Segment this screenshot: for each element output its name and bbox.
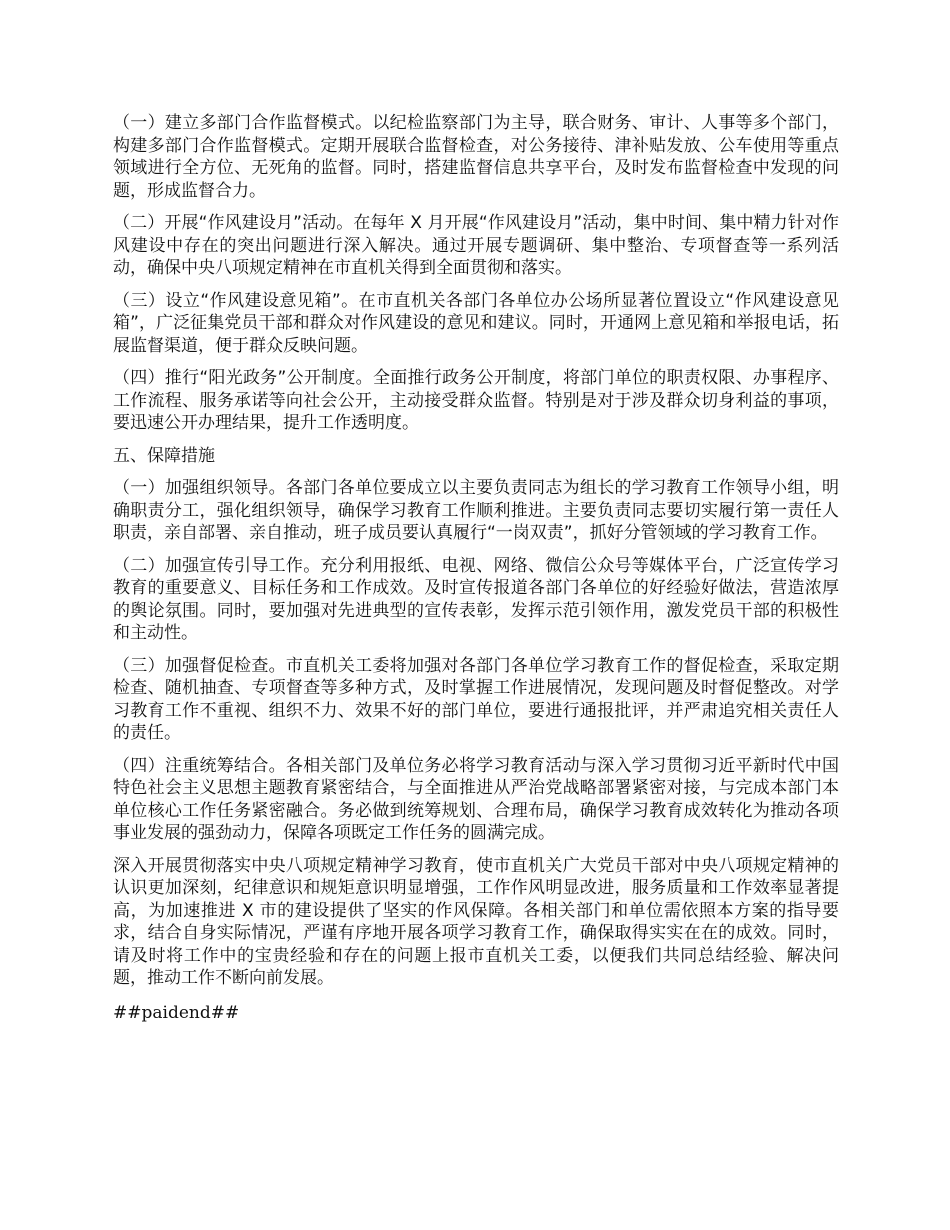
paragraph-suggestion-box: （三）设立“作风建设意见箱”。在市直机关各部门各单位办公场所显著位置设立“作风建设意见箱”，广泛征集党员干部和群众对作风建设的意见和建议。同时，开通网上意见箱和举报电话，拓展监督渠道，便于群众反映问题。 <box>113 290 839 356</box>
end-marker: ##paidend## <box>113 1002 240 1023</box>
paragraph-work-style-month: （二）开展“作风建设月”活动。在每年 X 月开展“作风建设月”活动，集中时间、集中精力针对作风建设中存在的突出问题进行深入解决。通过开展专题调研、集中整治、专项督查等一系列活动，确保中央八项规定精神在市直机关得到全面贯彻和落实。 <box>113 213 839 278</box>
paragraph-multi-department-supervision: （一）建立多部门合作监督模式。以纪检监察部门为主导，联合财务、审计、人事等多个部门，构建多部门合作监督模式。定期开展联合监督检查，对公务接待、津补贴发放、公车使用等重点领域进行全方位、无死角的监督。同时，搭建监督信息共享平台，及时发布监督检查中发现的问题，形成监督合力。 <box>113 113 839 201</box>
paragraph-supervision-inspection: （三）加强督促检查。市直机关工委将加强对各部门各单位学习教育工作的督促检查，采取定期检查、随机抽查、专项督查等多种方式，及时掌握工作进展情况，发现问题及时督促整改。对学习教育工作不重视、组织不力、效果不好的部门单位，要进行通报批评，并严肃追究相关责任人的责任。 <box>113 655 839 743</box>
paragraph-organizational-leadership: （一）加强组织领导。各部门各单位要成立以主要负责同志为组长的学习教育工作领导小组，明确职责分工，强化组织领导，确保学习教育工作顺利推进。主要负责同志要切实履行第一责任人职责，亲自部署、亲自推动，班子成员要认真履行“一岗双责”，抓好分管领域的学习教育工作。 <box>113 478 839 543</box>
paragraph-sunshine-governance: （四）推行“阳光政务”公开制度。全面推行政务公开制度，将部门单位的职责权限、办事程序、工作流程、服务承诺等向社会公开，主动接受群众监督。特别是对于涉及群众切身利益的事项，要迅速公开办理结果，提升工作透明度。 <box>113 368 839 433</box>
document-page <box>113 112 839 1024</box>
paragraph-publicity-guidance: （二）加强宣传引导工作。充分利用报纸、电视、网络、微信公众号等媒体平台，广泛宣传学习教育的重要意义、目标任务和工作成效。及时宣传报道各部门各单位的好经验好做法，营造浓厚的舆论氛围。同时，要加强对先进典型的宣传表彰，发挥示范引领作用，激发党员干部的积极性和主动性。 <box>113 555 839 643</box>
section-heading: 五、保障措施 <box>113 445 215 466</box>
paragraph-conclusion: 深入开展贯彻落实中央八项规定精神学习教育，使市直机关广大党员干部对中央八项规定精神的认识更加深刻，纪律意识和规矩意识明显增强，工作作风明显改进，服务质量和工作效率显著提高，为加速推进 X 市的建设提供了坚实的作风保障。各相关部门和单位需依照本方案的指导要求，结合自身实际情况，严谨有序地开展各项学习教育工作，确保取得实实在在的成效。同时，请及时将工作中的宝贵经验和存在的问题上报市直机关工委，以便我们共同总结经验、解决问题，推动工作不断向前发展。 <box>113 855 839 988</box>
paragraph-overall-coordination: （四）注重统筹结合。各相关部门及单位务必将学习教育活动与深入学习贯彻习近平新时代中国特色社会主义思想主题教育紧密结合，与全面推进从严治党战略部署紧密对接，与完成本部门本单位核心工作任务紧密融合。务必做到统筹规划、合理布局，确保学习教育成效转化为推动各项事业发展的强劲动力，保障各项既定工作任务的圆满完成。 <box>113 755 839 843</box>
